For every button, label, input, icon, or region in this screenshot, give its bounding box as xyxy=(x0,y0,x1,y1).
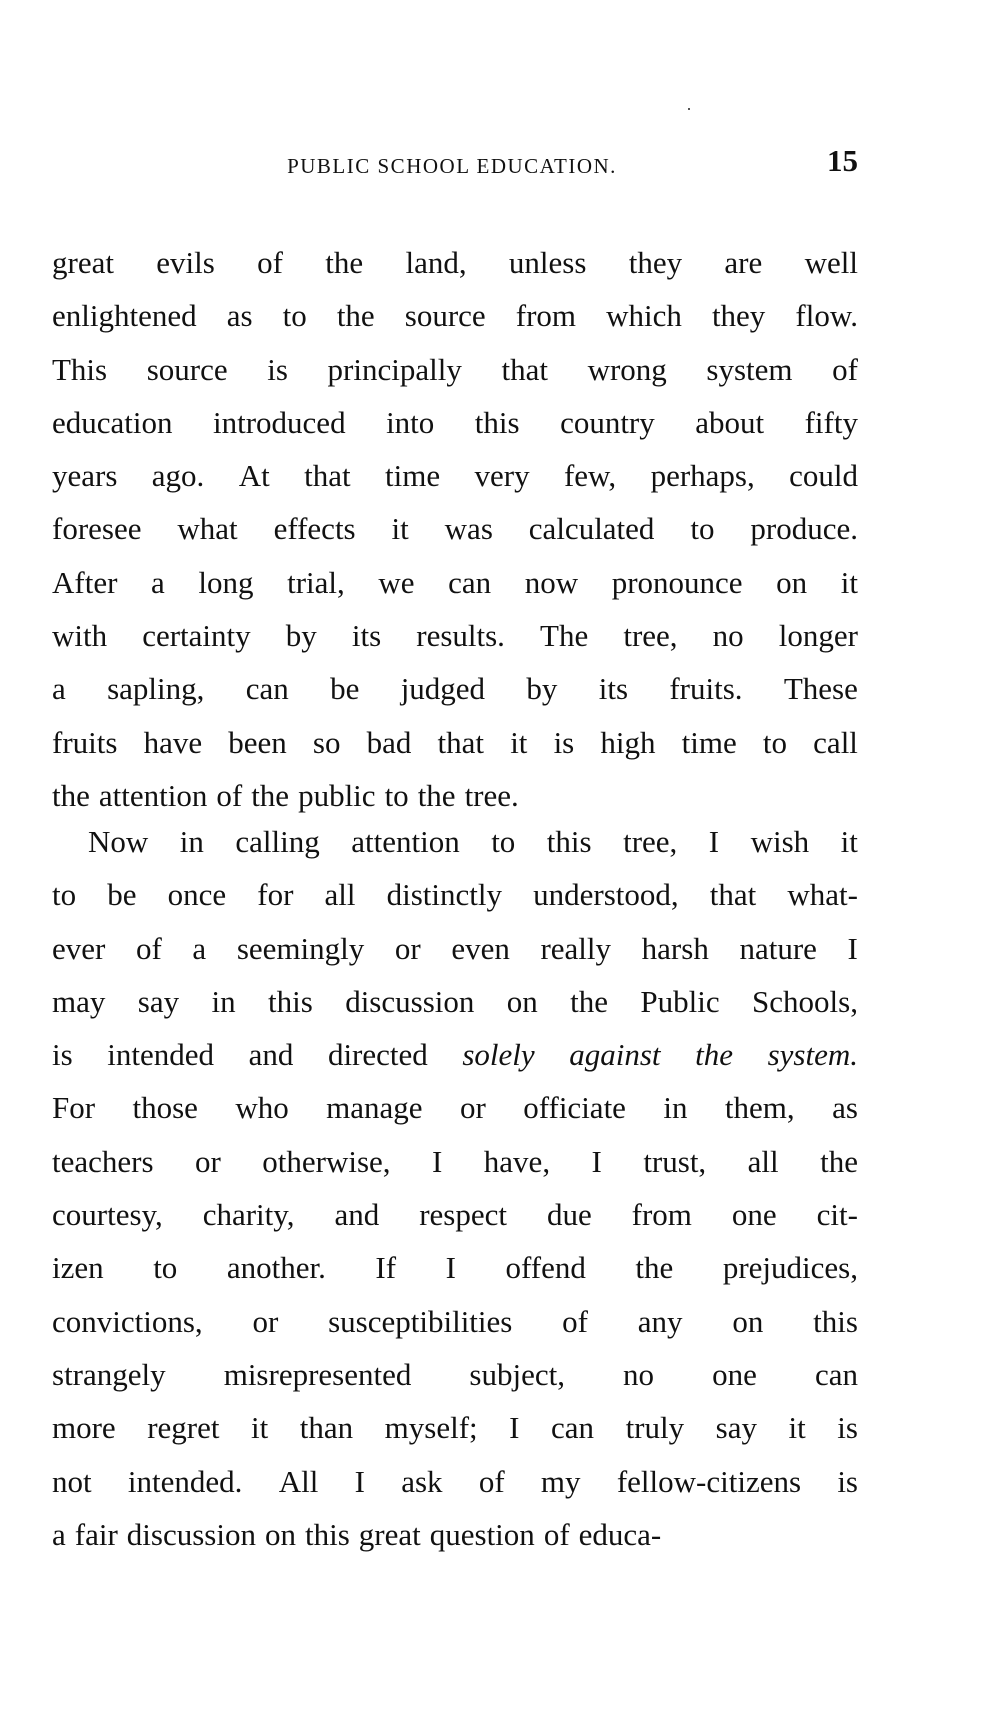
text-line: foresee what effects it was calculated to produce. xyxy=(52,511,858,547)
paragraph-1 xyxy=(52,236,858,822)
text-line: a sapling, can be judged by its fruits. These xyxy=(52,671,858,707)
text-line: enlightened as to the source from which they flow. xyxy=(52,298,858,334)
text-line: the attention of the public to the tree. xyxy=(52,777,519,813)
text-line: is intended and directed solely against the system. xyxy=(52,1037,858,1073)
text-line: courtesy, charity, and respect due from one cit- xyxy=(52,1197,858,1233)
text-line: Now in calling attention to this tree, I wish it xyxy=(88,824,858,859)
running-title: PUBLIC SCHOOL EDUCATION. xyxy=(287,154,617,178)
text-line: fruits have been so bad that it is high time to call xyxy=(52,724,858,760)
text-line: years ago. At that time very few, perhaps, could xyxy=(52,458,858,494)
text-line: education introduced into this country about fifty xyxy=(52,404,858,440)
text-line: not intended. All I ask of my fellow-citizens is xyxy=(52,1463,858,1499)
text-line: izen to another. If I offend the prejudices, xyxy=(52,1250,858,1286)
text-line: After a long trial, we can now pronounce on it xyxy=(52,564,858,600)
text-line: convictions, or susceptibilities of any on this xyxy=(52,1303,858,1339)
text-line: may say in this discussion on the Public Schools, xyxy=(52,983,858,1019)
scan-speck xyxy=(688,108,690,110)
text-line: a fair discussion on this great question of educa- xyxy=(52,1516,662,1552)
text-line: For those who manage or officiate in them, as xyxy=(52,1090,858,1126)
text-line: great evils of the land, unless they are well xyxy=(52,245,858,280)
text-line: This source is principally that wrong system of xyxy=(52,351,858,387)
page-number: 15 xyxy=(827,143,858,178)
text-line: teachers or otherwise, I have, I trust, all the xyxy=(52,1143,858,1179)
text-line: strangely misrepresented subject, no one can xyxy=(52,1356,858,1392)
text-line: to be once for all distinctly understood, that what- xyxy=(52,877,858,913)
paragraph-2 xyxy=(52,815,858,1561)
text-line: ever of a seemingly or even really harsh nature I xyxy=(52,930,858,966)
text-line: more regret it than myself; I can truly say it is xyxy=(52,1410,858,1446)
text-line: with certainty by its results. The tree, no longer xyxy=(52,618,858,654)
